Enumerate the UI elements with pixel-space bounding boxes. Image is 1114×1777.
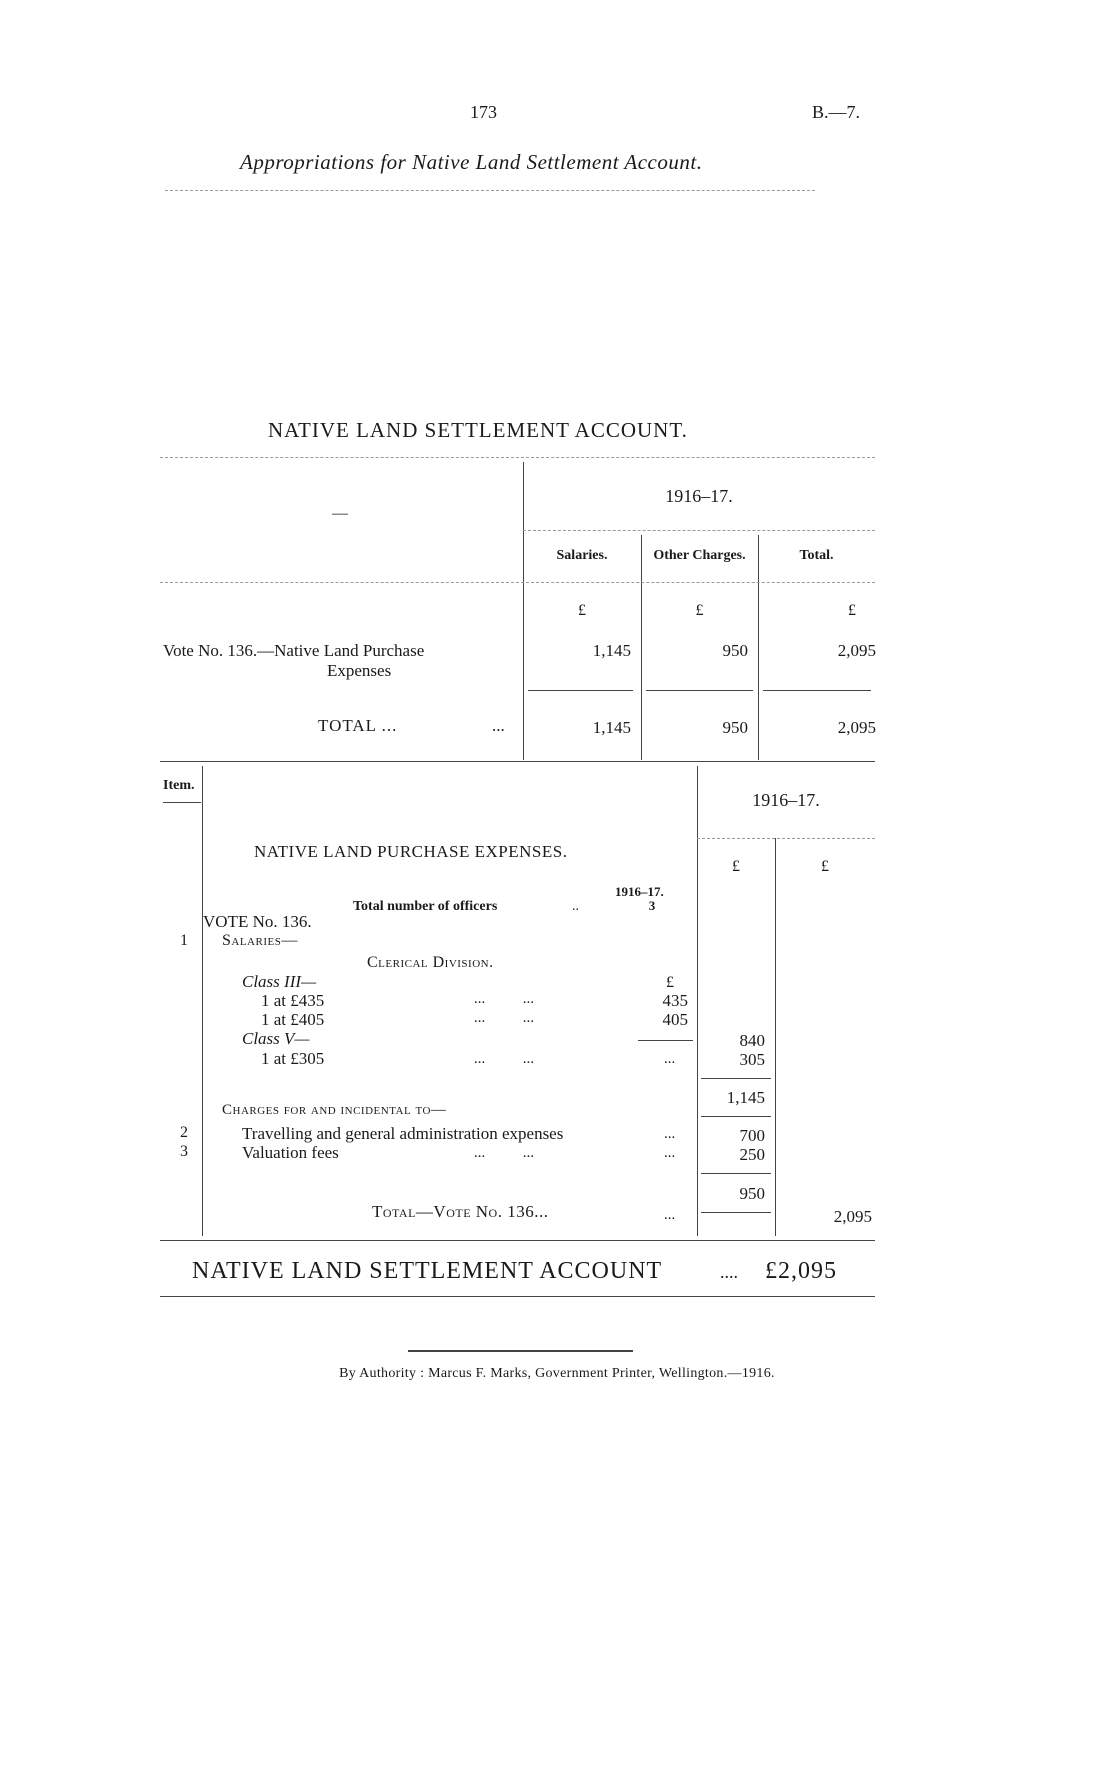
item-label-travelling: Travelling and general administration expenses [242, 1124, 564, 1143]
class-iii-row-2-label: 1 at £405 [261, 1010, 325, 1029]
class-iii-row-2-dots: ... ... [474, 1010, 534, 1026]
summary-year-header: 1916–17. [665, 486, 733, 506]
salaries-sum-rule [701, 1078, 771, 1079]
class-iii-rule [638, 1040, 693, 1041]
footer-rule [408, 1350, 633, 1352]
detail-year-rule [697, 838, 875, 839]
detail-year-header: 1916–17. [752, 790, 820, 810]
detail-section-title: NATIVE LAND PURCHASE EXPENSES. [254, 842, 568, 861]
charges-sum-rule [701, 1173, 771, 1174]
vote-total-value: 2,095 [837, 641, 876, 660]
summary-top-rule [160, 457, 875, 458]
class-iii-row-1-dots: ... ... [474, 991, 534, 1007]
currency-total: £ [848, 602, 856, 619]
salaries-total-amount: 1,145 [726, 1088, 765, 1107]
class-iii-subtotal: 840 [739, 1031, 765, 1050]
col-header-total: Total. [799, 548, 834, 563]
class-iii-row-2-amount: 405 [662, 1010, 688, 1029]
travelling-amount: 700 [739, 1126, 765, 1145]
vote-label-line2: Expenses [327, 661, 392, 680]
vote-label-line1: Vote No. 136.—Native Land Purchase [163, 641, 425, 660]
document-reference: B.—7. [812, 102, 861, 122]
item-header: Item. [163, 778, 195, 793]
grand-total-label: NATIVE LAND SETTLEMENT ACCOUNT [192, 1258, 663, 1284]
detail-vote-label: VOTE No. 136. [203, 912, 312, 931]
officers-dots: .. [572, 899, 579, 914]
sum-rule-other [646, 690, 753, 691]
col-header-other-charges: Other Charges. [653, 548, 746, 563]
total-salaries-value: 1,145 [592, 718, 631, 737]
officers-year: 1916–17. [615, 884, 664, 899]
valuation-dots: ... ... [474, 1145, 534, 1161]
item-number-3: 3 [180, 1143, 188, 1160]
summary-total-dots: ... [492, 716, 505, 735]
salaries-total-rule [701, 1116, 771, 1117]
total-total-value: 2,095 [837, 718, 876, 737]
amount-column-divider [697, 766, 698, 1236]
page-subtitle: Appropriations for Native Land Settlement Account. [240, 150, 703, 174]
summary-bottom-rule [160, 761, 875, 762]
item-column-divider [202, 766, 203, 1236]
valuation-dot-single: ... [664, 1145, 676, 1161]
amount-subcolumn-divider [775, 838, 776, 1236]
currency-other: £ [695, 602, 704, 619]
class-v-row-dots: ... ... [474, 1051, 534, 1067]
charges-label: Charges for and incidental to— [222, 1102, 447, 1118]
summary-total-label: TOTAL ... [318, 716, 398, 735]
summary-year-rule [523, 530, 875, 531]
item-header-rule [163, 802, 201, 803]
class-iii-row-1-label: 1 at £435 [261, 991, 325, 1010]
class-v-row-dot-single: ... [664, 1051, 676, 1067]
grand-total-dots: .... [720, 1262, 738, 1282]
detail-bottom-rule [160, 1240, 875, 1241]
vote-salaries-value: 1,145 [592, 641, 631, 660]
item-label-salaries: Salaries— [222, 932, 298, 949]
officers-count: 3 [648, 898, 656, 913]
detail-total-label: Total—Vote No. 136... [372, 1202, 549, 1221]
detail-currency-2: £ [821, 858, 829, 875]
page-number: 173 [470, 102, 497, 122]
printer-authority: By Authority : Marcus F. Marks, Government Printer, Wellington.—1916. [339, 1366, 775, 1381]
summary-header-rule [160, 582, 875, 583]
sum-rule-total [763, 690, 871, 691]
class-iii-row-1-amount: 435 [662, 991, 688, 1010]
class-v-row-label: 1 at £305 [261, 1049, 325, 1068]
grand-total-amount: £2,095 [765, 1258, 837, 1284]
clerical-division-label: Clerical Division. [367, 954, 494, 971]
officers-label: Total number of officers [353, 899, 498, 914]
charges-total-amount: 950 [739, 1184, 765, 1203]
valuation-amount: 250 [739, 1145, 765, 1164]
sum-rule-salaries [528, 690, 633, 691]
class-v-amount: 305 [739, 1050, 765, 1069]
detail-total-dots: ... [664, 1207, 676, 1223]
item-number-2: 2 [180, 1124, 188, 1141]
grand-total-rule [160, 1296, 875, 1297]
class-iii-label: Class III— [242, 972, 317, 991]
class-iii-currency: £ [666, 974, 674, 991]
travelling-dots: ... [664, 1126, 676, 1142]
item-label-valuation: Valuation fees [242, 1143, 339, 1162]
currency-salaries: £ [578, 602, 586, 619]
detail-total-amount: 2,095 [833, 1207, 872, 1226]
summary-blank-header: — [332, 505, 348, 522]
total-other-value: 950 [722, 718, 748, 737]
summary-title: NATIVE LAND SETTLEMENT ACCOUNT. [268, 418, 688, 442]
col-header-salaries: Salaries. [556, 548, 608, 563]
detail-currency-1: £ [732, 858, 740, 875]
class-v-label: Class V— [242, 1029, 310, 1048]
charges-total-rule [701, 1212, 771, 1213]
vote-other-value: 950 [722, 641, 748, 660]
header-rule [165, 190, 815, 191]
item-number-1: 1 [180, 932, 188, 949]
